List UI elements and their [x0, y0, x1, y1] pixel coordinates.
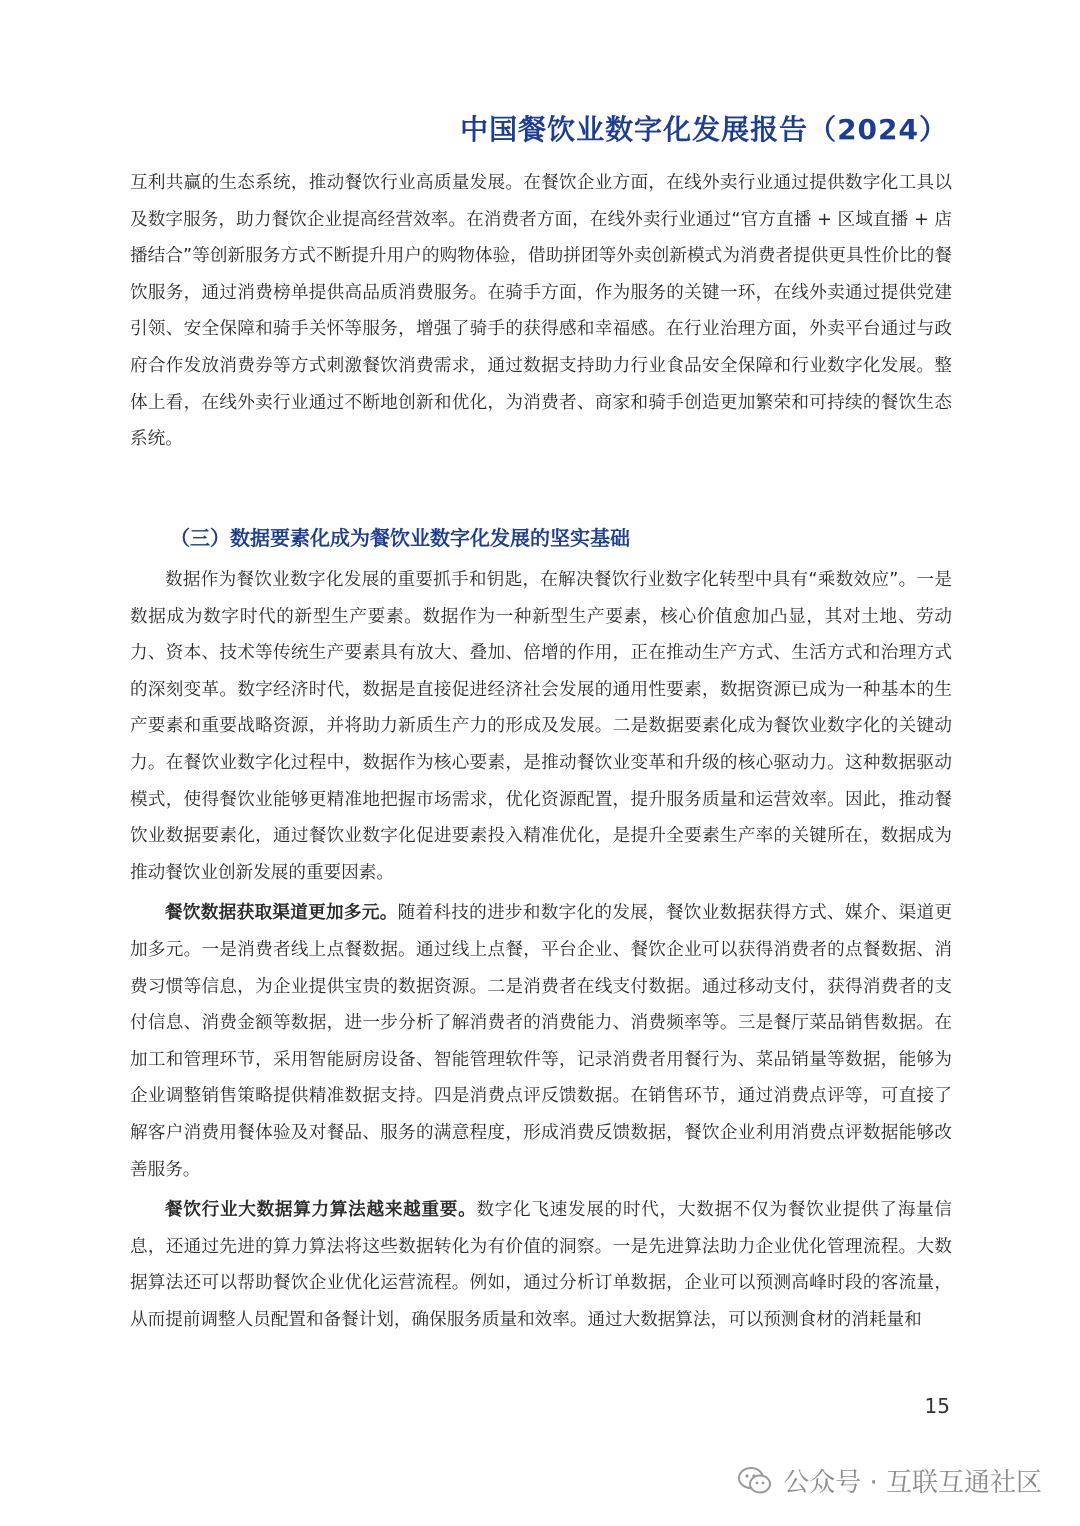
intro-paragraph	[130, 165, 952, 458]
section-paragraph-2	[130, 895, 952, 1188]
watermark-text: 公众号 · 互联互通社区	[783, 1468, 1042, 1498]
paragraph-text: 数据作为餐饮业数字化发展的重要抓手和钥匙，在解决餐饮行业数字化转型中具有“乘数效应”。一是数据成为数字时代的新型生产要素。数据作为一种新型生产要素，核心价值愈加凸显，其对土地、劳动力、资本、技术等传统生产要素具有放大、叠加、倍增的作用，正在推动生产方式、生活方式和治理方式的深刻变革。数字经济时代，数据是直接促进经济社会发展的通用性要素，数据资源已成为一种基本的生产要素和重要战略资源，并将助力新质生产力的形成及发展。二是数据要素化成为餐饮业数字化的关键动力。在餐饮业数字化过程中，数据作为核心要素，是推动餐饮业变革和升级的核心驱动力。这种数据驱动模式，使得餐饮业能够更精准地把握市场需求，优化资源配置，提升服务质量和运营效率。因此，推动餐饮业数据要素化，通过餐饮业数字化促进要素投入精准优化，是提升全要素生产率的关键所在，数据成为推动餐饮业创新发展的重要因素。	[130, 570, 952, 883]
paragraph-lead: 餐饮行业大数据算力算法越来越重要。	[165, 1200, 477, 1221]
section-paragraph-3	[130, 1192, 952, 1338]
paragraph-text: 互利共赢的生态系统，推动餐饮行业高质量发展。在餐饮企业方面，在线外卖行业通过提供数字化工具以及数字服务，助力餐饮企业提高经营效率。在消费者方面，在线外卖行业通过“官方直播 + 区域直播 + 店播结合”等创新服务方式不断提升用户的购物体验，借助拼团等外卖创新模式为消费者提供更具性价比的餐饮服务，通过消费榜单提供高品质消费服务。在骑手方面，作为服务的关键一环，在线外卖通过提供党建引领、安全保障和骑手关怀等服务，增强了骑手的获得感和幸福感。在行业治理方面，外卖平台通过与政府合作发放消费券等方式刺激餐饮消费需求，通过数据支持助力行业食品安全保障和行业数字化发展。整体上看，在线外卖行业通过不断地创新和优化，为消费者、商家和骑手创造更加繁荣和可持续的餐饮生态系统。	[130, 173, 952, 450]
wechat-icon	[737, 1465, 773, 1497]
section-paragraph-1	[130, 562, 952, 891]
page-number: 15	[924, 1394, 950, 1418]
report-title: 中国餐饮业数字化发展报告（2024）	[460, 113, 948, 146]
paragraph-lead: 餐饮数据获取渠道更加多元。	[165, 903, 398, 924]
paragraph-text: 数字化飞速发展的时代，大数据不仅为餐饮业提供了海量信息，还通过先进的算力算法将这些数据转化为有价值的洞察。一是先进算法助力企业优化管理流程。大数据算法还可以帮助餐饮企业优化运营流程。例如，通过分析订单数据，企业可以预测高峰时段的客流量，从而提前调整人员配置和备餐计划，确保服务质量和效率。通过大数据算法，可以预测食材的消耗量和	[130, 1200, 952, 1330]
section-heading: （三）数据要素化成为餐饮业数字化发展的坚实基础	[170, 526, 630, 550]
paragraph-text: 随着科技的进步和数字化的发展，餐饮业数据获得方式、媒介、渠道更加多元。一是消费者线上点餐数据。通过线上点餐，平台企业、餐饮企业可以获得消费者的点餐数据、消费习惯等信息，为企业提供宝贵的数据资源。二是消费者在线支付数据。通过移动支付，获得消费者的支付信息、消费金额等数据，进一步分析了解消费者的消费能力、消费频率等。三是餐厅菜品销售数据。在加工和管理环节，采用智能厨房设备、智能管理软件等，记录消费者用餐行为、菜品销量等数据，能够为企业调整销售策略提供精准数据支持。四是消费点评反馈数据。在销售环节，通过消费点评等，可直接了解客户消费用餐体验及对餐品、服务的满意程度，形成消费反馈数据，餐饮企业利用消费点评数据能够改善服务。	[130, 903, 952, 1180]
section-body	[130, 562, 952, 1342]
watermark	[737, 1462, 1042, 1499]
